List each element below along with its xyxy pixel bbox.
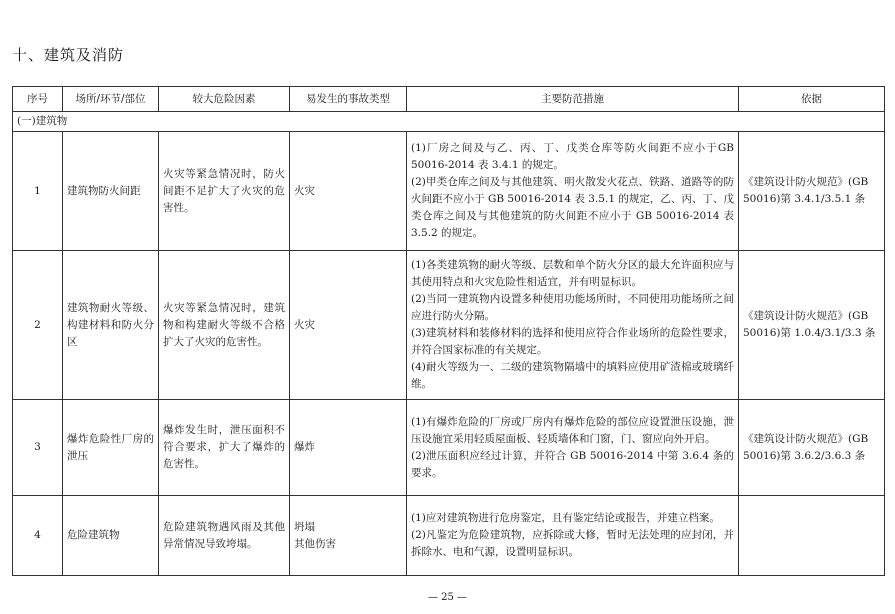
- header-place: 场所/环节/部位: [63, 87, 159, 112]
- section-label: (一)建筑物: [13, 112, 885, 132]
- table-row: [13, 132, 885, 251]
- table-header-row: [13, 87, 885, 112]
- row-hazard: 火灾等紧急情况时，建筑物和构建耐火等级不合格扩大了火灾的危害性。: [159, 251, 290, 400]
- header-no: 序号: [13, 87, 63, 112]
- row-measures: [407, 251, 739, 400]
- row-hazard: 火灾等紧急情况时，防火间距不足扩大了火灾的危害性。: [159, 132, 290, 251]
- row-basis: 《建筑设计防火规范》(GB 50016)第 3.4.1/3.5.1 条: [739, 132, 885, 251]
- accident-line: 坍塌: [294, 520, 315, 533]
- table-row: [13, 496, 885, 576]
- row-measures: [407, 400, 739, 496]
- header-hazard: 较大危险因素: [159, 87, 290, 112]
- header-measures: 主要防范措施: [407, 87, 739, 112]
- row-hazard: 危险建筑物遇风雨及其他异常情况导致垮塌。: [159, 496, 290, 576]
- row-accident: 火灾: [290, 251, 407, 400]
- row-basis: 《建筑设计防火规范》(GB 50016)第 1.0.4/3.1/3.3 条: [739, 251, 885, 400]
- row-no: 4: [13, 496, 63, 576]
- header-accident: 易发生的事故类型: [290, 87, 407, 112]
- row-accident: 火灾: [290, 132, 407, 251]
- row-no: 1: [13, 132, 63, 251]
- row-place: 建筑物防火间距: [63, 132, 159, 251]
- row-place: 建筑物耐火等级、构建材料和防火分区: [63, 251, 159, 400]
- measure-item: (1)各类建筑物的耐火等级、层数和单个防火分区的最大允许面积应与其使用特点和火灾危险性相适宜，并有明显标识。: [411, 259, 734, 288]
- measure-item: (1)有爆炸危险的厂房或厂房内有爆炸危险的部位应设置泄压设施，泄压设施宜采用轻质屋面板、轻质墙体和门窗，门、窗应向外开启。: [411, 415, 734, 445]
- section-row: [13, 112, 885, 132]
- row-no: 3: [13, 400, 63, 496]
- hazard-table: [12, 86, 885, 576]
- table-row: [13, 400, 885, 496]
- measure-item: (4)耐火等级为一、二级的建筑物隔墙中的填料应使用矿渣棉或玻璃纤维。: [411, 361, 734, 390]
- row-accident: 爆炸: [290, 400, 407, 496]
- measure-item: (2)甲类仓库之间及与其他建筑、明火散发火花点、铁路、道路等的防火间距不应小于 GB 50016-2014 表 3.5.1 的规定，乙、丙、丁、戊类仓库之间及与其他建筑的防火间距不应小于 GB 50016-2014 表 3.5.2 的规定。: [411, 176, 734, 239]
- table-row: [13, 251, 885, 400]
- measure-item: (2)当同一建筑物内设置多种使用功能场所时，不同使用功能场所之间应进行防火分隔。: [411, 293, 734, 322]
- measure-item: (2)泄压面积应经过计算，并符合 GB 50016-2014 中第 3.6.4 条的要求。: [411, 449, 734, 479]
- measure-item: (1)厂房之间及与乙、丙、丁、戊类仓库等防火间距不应小于GB 50016-2014 表 3.4.1 的规定。: [411, 142, 734, 171]
- header-basis: 依据: [739, 87, 885, 112]
- row-basis: 《建筑设计防火规范》(GB 50016)第 3.6.2/3.6.3 条: [739, 400, 885, 496]
- section-title: 十、建筑及消防: [12, 46, 125, 64]
- measure-item: (1)应对建筑物进行危房鉴定，且有鉴定结论或报告，并建立档案。: [411, 512, 720, 524]
- row-place: 爆炸危险性厂房的泄压: [63, 400, 159, 496]
- row-hazard: 爆炸发生时，泄压面积不符合要求，扩大了爆炸的危害性。: [159, 400, 290, 496]
- measure-item: (3)建筑材料和装修材料的选择和使用应符合作业场所的危险性要求，并符合国家标准的有关规定。: [411, 327, 734, 356]
- row-accident: [290, 496, 407, 576]
- accident-line: 其他伤害: [294, 537, 336, 550]
- measure-item: (2)凡鉴定为危险建筑物，应拆除或大修，暂时无法处理的应封闭，并拆除水、电和气源，设置明显标识。: [411, 529, 734, 558]
- row-basis: [739, 496, 885, 576]
- row-measures: [407, 496, 739, 576]
- row-place: 危险建筑物: [63, 496, 159, 576]
- row-measures: [407, 132, 739, 251]
- row-no: 2: [13, 251, 63, 400]
- page-number: — 25 —: [427, 592, 468, 603]
